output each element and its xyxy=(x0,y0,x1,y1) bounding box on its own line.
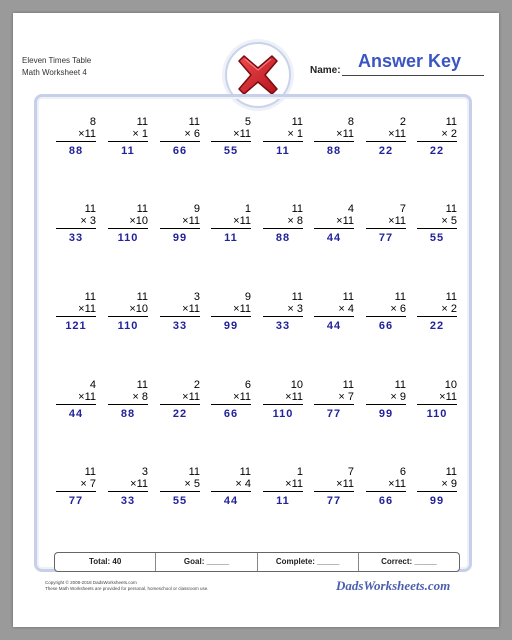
problem-item xyxy=(160,203,200,244)
brand-logo: DadsWorksheets.com xyxy=(336,578,451,593)
problem-item xyxy=(211,379,251,420)
answer-rule xyxy=(108,404,148,405)
answer-rule xyxy=(263,404,303,405)
answer-value: 44 xyxy=(326,320,342,332)
answer-value: 99 xyxy=(378,408,394,420)
multiplier: ×11 xyxy=(336,128,354,140)
multiplicand: 11 xyxy=(445,203,457,215)
answer-rule xyxy=(160,228,200,229)
multiplicand: 11 xyxy=(136,291,148,303)
answer-rule xyxy=(108,316,148,317)
problem-item xyxy=(56,116,96,157)
answer-rule xyxy=(211,404,251,405)
multiplicand: 11 xyxy=(291,203,303,215)
problem-item xyxy=(417,291,457,332)
multiplicand: 4 xyxy=(89,379,96,391)
multiplicand: 11 xyxy=(136,379,148,391)
multiplicand: 7 xyxy=(347,466,354,478)
answer-rule xyxy=(160,316,200,317)
answer-value: 33 xyxy=(275,320,291,332)
copyright-line-1: Copyright © 2008-2018 DadsWorksheets.com xyxy=(45,580,137,585)
problem-item xyxy=(56,203,96,244)
multiplicand: 11 xyxy=(342,291,354,303)
answer-rule xyxy=(108,491,148,492)
answer-rule xyxy=(211,491,251,492)
multiplicand: 6 xyxy=(244,379,251,391)
problem-item xyxy=(263,291,303,332)
multiplicand: 1 xyxy=(244,203,251,215)
problem-item xyxy=(211,203,251,244)
problem-item xyxy=(366,116,406,157)
multiplier: × 6 xyxy=(184,128,200,140)
answer-rule xyxy=(314,491,354,492)
answer-value: 33 xyxy=(120,495,136,507)
name-label: Name: xyxy=(310,65,341,76)
answer-rule xyxy=(366,228,406,229)
multiplicand: 11 xyxy=(136,203,148,215)
problem-frame xyxy=(34,94,472,572)
answer-value: 110 xyxy=(426,408,448,420)
answer-value: 110 xyxy=(272,408,294,420)
multiplier: × 4 xyxy=(235,478,251,490)
multiplier: × 1 xyxy=(132,128,148,140)
multiplier: × 2 xyxy=(441,128,457,140)
copyright-line-2: These Math Worksheets are provided for personal, homeschool or classroom use. xyxy=(45,586,209,591)
answer-value: 99 xyxy=(429,495,445,507)
multiplicand: 11 xyxy=(394,379,406,391)
answer-value: 11 xyxy=(224,232,238,244)
title-line-2: Math Worksheet 4 xyxy=(22,68,87,77)
problem-item xyxy=(160,379,200,420)
answer-rule xyxy=(417,228,457,229)
problem-item xyxy=(263,116,303,157)
problem-item xyxy=(263,466,303,507)
problem-item xyxy=(314,203,354,244)
answer-value: 44 xyxy=(223,495,239,507)
score-bar xyxy=(54,552,460,572)
multiplicand: 6 xyxy=(399,466,406,478)
multiplier: ×11 xyxy=(130,478,148,490)
answer-rule xyxy=(314,228,354,229)
multiplier: × 7 xyxy=(338,391,354,403)
problem-item xyxy=(160,466,200,507)
problem-item xyxy=(417,203,457,244)
multiplier: ×11 xyxy=(233,303,251,315)
multiplicand: 10 xyxy=(444,379,457,391)
multiplicand: 11 xyxy=(136,116,148,128)
multiplicand: 2 xyxy=(399,116,406,128)
multiplicand: 9 xyxy=(244,291,251,303)
multiplicand: 11 xyxy=(84,466,96,478)
multiplier: ×11 xyxy=(388,478,406,490)
problem-item xyxy=(366,203,406,244)
answer-value: 77 xyxy=(326,408,342,420)
multiplicand: 11 xyxy=(445,466,457,478)
problem-item xyxy=(314,291,354,332)
problem-item xyxy=(160,291,200,332)
multiplicand: 1 xyxy=(296,466,303,478)
answer-rule xyxy=(417,491,457,492)
answer-value: 66 xyxy=(378,495,394,507)
answer-value: 77 xyxy=(68,495,84,507)
multiplier: × 5 xyxy=(441,215,457,227)
answer-value: 11 xyxy=(121,145,135,157)
multiplicand: 3 xyxy=(141,466,148,478)
answer-rule xyxy=(263,141,303,142)
answer-rule xyxy=(108,141,148,142)
problem-item xyxy=(56,291,96,332)
answer-value: 77 xyxy=(378,232,394,244)
multiplicand: 8 xyxy=(89,116,96,128)
answer-value: 44 xyxy=(326,232,342,244)
answer-rule xyxy=(160,404,200,405)
problem-item xyxy=(56,466,96,507)
answer-rule xyxy=(56,491,96,492)
answer-value: 55 xyxy=(172,495,188,507)
correct-field: Correct: _____ xyxy=(381,557,437,566)
answer-value: 121 xyxy=(65,320,87,332)
problem-item xyxy=(314,466,354,507)
answer-rule xyxy=(263,228,303,229)
answer-rule xyxy=(314,404,354,405)
answer-value: 88 xyxy=(120,408,136,420)
answer-value: 33 xyxy=(172,320,188,332)
multiplicand: 11 xyxy=(342,379,354,391)
answer-value: 77 xyxy=(326,495,342,507)
multiplicand: 11 xyxy=(239,466,251,478)
multiplicand: 11 xyxy=(188,466,200,478)
answer-rule xyxy=(56,316,96,317)
multiplicand: 11 xyxy=(84,291,96,303)
multiplicand: 3 xyxy=(193,291,200,303)
answer-key-heading: Answer Key xyxy=(358,51,462,71)
problem-item xyxy=(108,291,148,332)
multiplier: × 2 xyxy=(441,303,457,315)
answer-value: 55 xyxy=(223,145,239,157)
multiplier: ×11 xyxy=(336,215,354,227)
answer-value: 110 xyxy=(117,320,139,332)
answer-rule xyxy=(211,228,251,229)
answer-value: 22 xyxy=(172,408,188,420)
problem-item xyxy=(56,379,96,420)
problem-item xyxy=(211,116,251,157)
multiplier: ×11 xyxy=(285,478,303,490)
answer-value: 11 xyxy=(276,495,290,507)
answer-rule xyxy=(211,141,251,142)
multiplier: × 3 xyxy=(287,303,303,315)
multiplier: ×11 xyxy=(78,303,96,315)
multiplier: × 3 xyxy=(80,215,96,227)
problem-item xyxy=(263,379,303,420)
multiplier: ×11 xyxy=(78,391,96,403)
problem-item xyxy=(366,466,406,507)
answer-rule xyxy=(366,316,406,317)
multiplier: ×11 xyxy=(182,391,200,403)
answer-rule xyxy=(417,316,457,317)
multiplier: ×11 xyxy=(78,128,96,140)
answer-value: 88 xyxy=(68,145,84,157)
problem-item xyxy=(314,379,354,420)
multiplicand: 11 xyxy=(188,116,200,128)
answer-value: 22 xyxy=(429,145,445,157)
multiplier: ×11 xyxy=(388,128,406,140)
answer-value: 88 xyxy=(275,232,291,244)
multiplier: × 9 xyxy=(441,478,457,490)
answer-value: 88 xyxy=(326,145,342,157)
answer-rule xyxy=(314,141,354,142)
multiplier: × 8 xyxy=(287,215,303,227)
multiplicand: 7 xyxy=(399,203,406,215)
problem-item xyxy=(211,291,251,332)
problem-item xyxy=(366,291,406,332)
multiplier: × 6 xyxy=(390,303,406,315)
name-line xyxy=(342,75,484,76)
multiplier: × 5 xyxy=(184,478,200,490)
problem-item xyxy=(366,379,406,420)
answer-rule xyxy=(56,141,96,142)
answer-value: 44 xyxy=(68,408,84,420)
answer-rule xyxy=(263,316,303,317)
answer-value: 66 xyxy=(223,408,239,420)
answer-rule xyxy=(160,491,200,492)
multiplicand: 8 xyxy=(347,116,354,128)
multiplier: × 1 xyxy=(287,128,303,140)
multiplier: × 9 xyxy=(390,391,406,403)
answer-value: 22 xyxy=(429,320,445,332)
worksheet-title xyxy=(22,55,91,79)
multiplier: ×11 xyxy=(439,391,457,403)
multiplicand: 11 xyxy=(445,116,457,128)
answer-rule xyxy=(108,228,148,229)
multiplicand: 2 xyxy=(193,379,200,391)
answer-value: 22 xyxy=(378,145,394,157)
multiplier: ×11 xyxy=(233,215,251,227)
answer-rule xyxy=(366,491,406,492)
answer-rule xyxy=(366,404,406,405)
multiplicand: 11 xyxy=(291,291,303,303)
multiplier: ×11 xyxy=(233,128,251,140)
multiplicand: 9 xyxy=(193,203,200,215)
multiplicand: 10 xyxy=(290,379,303,391)
answer-rule xyxy=(314,316,354,317)
multiplicand: 11 xyxy=(445,291,457,303)
copyright-notice xyxy=(45,580,209,592)
multiplier: ×11 xyxy=(336,478,354,490)
complete-field: Complete: _____ xyxy=(258,553,359,571)
multiplicand: 11 xyxy=(394,291,406,303)
answer-rule xyxy=(56,404,96,405)
answer-rule xyxy=(417,404,457,405)
answer-value: 66 xyxy=(378,320,394,332)
multiplier: × 7 xyxy=(80,478,96,490)
problem-item xyxy=(108,116,148,157)
multiplier: ×11 xyxy=(182,215,200,227)
answer-value: 33 xyxy=(68,232,84,244)
multiplicand: 5 xyxy=(244,116,251,128)
total-field: Total: 40 xyxy=(55,553,156,571)
problem-item xyxy=(417,116,457,157)
problem-item xyxy=(417,379,457,420)
multiplier: × 4 xyxy=(338,303,354,315)
answer-rule xyxy=(366,141,406,142)
answer-rule xyxy=(160,141,200,142)
problem-item xyxy=(108,379,148,420)
multiplier: ×10 xyxy=(129,215,148,227)
multiplier: ×11 xyxy=(388,215,406,227)
answer-value: 110 xyxy=(117,232,139,244)
problem-item xyxy=(160,116,200,157)
answer-value: 11 xyxy=(276,145,290,157)
multiplier: ×11 xyxy=(233,391,251,403)
answer-value: 99 xyxy=(172,232,188,244)
problem-item xyxy=(417,466,457,507)
answer-rule xyxy=(417,141,457,142)
problem-item xyxy=(108,466,148,507)
answer-rule xyxy=(56,228,96,229)
title-line-1: Eleven Times Table xyxy=(22,56,92,65)
multiplicand: 11 xyxy=(84,203,96,215)
multiplicand: 4 xyxy=(347,203,354,215)
multiplier: × 8 xyxy=(132,391,148,403)
multiplier: ×11 xyxy=(182,303,200,315)
answer-value: 55 xyxy=(429,232,445,244)
answer-value: 99 xyxy=(223,320,239,332)
problem-item xyxy=(211,466,251,507)
answer-rule xyxy=(211,316,251,317)
goal-field: Goal: _____ xyxy=(156,553,257,571)
multiplier: ×11 xyxy=(285,391,303,403)
answer-rule xyxy=(263,491,303,492)
problem-item xyxy=(263,203,303,244)
multiplier: ×10 xyxy=(129,303,148,315)
multiplicand: 11 xyxy=(291,116,303,128)
problem-item xyxy=(314,116,354,157)
problem-item xyxy=(108,203,148,244)
answer-value: 66 xyxy=(172,145,188,157)
